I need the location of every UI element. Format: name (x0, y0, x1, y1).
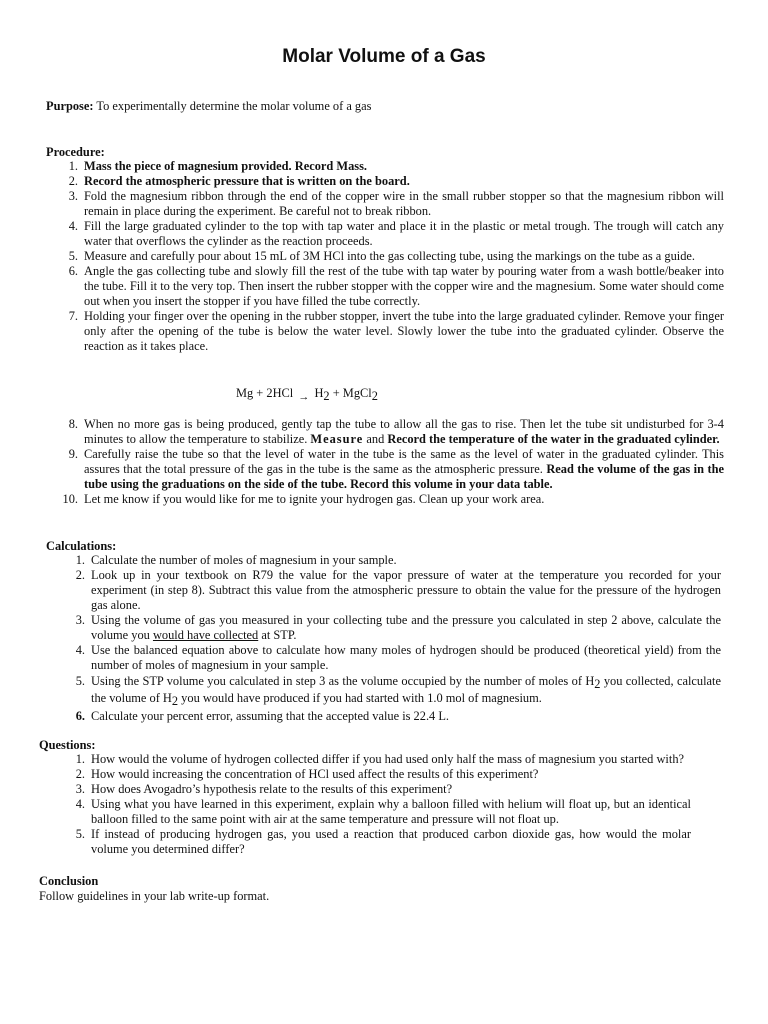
item-number: 3. (68, 189, 78, 203)
item-emphasis: Measure (310, 432, 364, 446)
list-item (75, 797, 691, 827)
item-number: 3. (75, 613, 85, 627)
item-number: 6. (68, 264, 78, 278)
purpose-label: Purpose: (46, 99, 94, 113)
item-text: Using what you have learned in this experiment, explain why a balloon filled with helium will float up, but an identical balloon filled to the same point with air at the same temperature and pressure will not float up. (91, 797, 691, 826)
list-item (68, 174, 724, 189)
item-text: How does Avogadro’s hypothesis relate to the results of this experiment? (91, 782, 453, 796)
item-bold-text: Record the temperature of the water in the graduated cylinder. (387, 432, 720, 446)
item-number: 3. (75, 782, 85, 796)
item-text: How would increasing the concentration of HCl used affect the results of this experiment? (91, 767, 539, 781)
list-item (75, 643, 721, 673)
list-item (68, 189, 724, 219)
item-text: and (363, 432, 388, 446)
list-item (75, 782, 691, 797)
item-text: When no more gas is being produced, gently tap the tube to allow all the gas to rise. Then let the tube sit undisturbed for 3-4 minutes to allow the temperature to stabilize. (84, 417, 724, 446)
item-text: Fill the large graduated cylinder to the top with tap water and place it in the plastic or metal trough. The trough will catch any water that overflows the cylinder as the reaction proceeds. (84, 219, 724, 248)
item-text: Calculate your percent error, assuming that the accepted value is 22.4 L. (91, 709, 450, 723)
list-item (75, 752, 691, 767)
list-item (68, 249, 724, 264)
item-text: Carefully raise the tube so that the level of water in the tube is the same as the level of water in the graduated cylinder. This assures that the total pressure of the gas in the tube is the same as the atmospheric pressure. (84, 447, 724, 476)
list-item (62, 492, 724, 507)
conclusion-text: Follow guidelines in your lab write-up format. (39, 889, 270, 903)
item-text: Using the volume of gas you measured in your collecting tube and the pressure you calculated in step 2 above, calculate the volume you (91, 613, 721, 642)
item-underlined-text: would have collected (152, 628, 259, 642)
conclusion-heading: Conclusion (39, 874, 99, 888)
equation-reactants: Mg + 2HCl (236, 386, 294, 400)
item-text: Angle the gas collecting tube and slowly fill the rest of the tube with tap water by pouring water from a wash bottle/beaker into the tube. Fill it to the very top. Then insert the rubber stopper with the copper wire and the magnesium. Some water should come out when you insert the stopper if you have filled the tube correctly. (84, 264, 724, 308)
item-text: Use the balanced equation above to calculate how many moles of hydrogen should be produced (theoretical yield) from the number of moles of magnesium in your sample. (91, 643, 721, 672)
procedure-heading: Procedure: (46, 145, 105, 159)
equation-hydrogen: H (314, 386, 324, 400)
item-text: Mass the piece of magnesium provided. Record Mass. (84, 159, 368, 173)
list-item (68, 447, 724, 492)
item-text: Fold the magnesium ribbon through the end of the copper wire in the small rubber stopper so that the magnesium ribbon will remain in place during the experiment. Be careful not to break ribbon. (84, 189, 724, 218)
list-item (68, 417, 724, 447)
item-text: How would the volume of hydrogen collected differ if you had used only half the mass of magnesium you started with? (91, 752, 685, 766)
item-number: 2. (75, 568, 85, 582)
item-text: Look up in your textbook on R79 the value for the vapor pressure of water at the temperature you recorded for your experiment (in step 8). Subtract this value from the atmospheric pressure to obtain the value for the pressure of the hydrogen gas alone. (91, 568, 721, 612)
list-item (68, 264, 724, 309)
list-item (75, 553, 721, 568)
procedure-list (68, 159, 724, 354)
list-item (68, 309, 724, 354)
list-item (75, 613, 721, 643)
item-number: 4. (75, 643, 85, 657)
item-text: you would have produced if you had started with 1.0 mol of magnesium. (178, 691, 542, 705)
item-number: 2. (68, 174, 78, 188)
item-text: at STP. (258, 628, 297, 642)
item-number: 7. (68, 309, 78, 323)
equation-subscript: 2 (371, 389, 378, 403)
list-item (75, 827, 691, 857)
questions-heading: Questions: (39, 738, 96, 752)
list-item (75, 673, 721, 708)
item-number: 1. (75, 553, 85, 567)
item-number: 5. (75, 827, 85, 841)
item-text: Record the atmospheric pressure that is written on the board. (84, 174, 410, 188)
questions-list (75, 752, 691, 857)
procedure-list-continued (62, 417, 724, 507)
purpose-line (46, 99, 736, 114)
item-text: you collected, calculate the volume of H (91, 674, 721, 705)
item-text: Measure and carefully pour about 15 mL of 3M HCl into the gas collecting tube, using the markings on the tube as a guide. (84, 249, 696, 263)
item-text: Holding your finger over the opening in the rubber stopper, invert the tube into the large graduated cylinder. Remove your finger only after the opening of the tube is below the water level. Slowly lower the tube into the graduated cylinder. Observe the reaction as it takes place. (84, 309, 724, 353)
item-number: 10. (62, 492, 78, 506)
item-number: 6. (75, 709, 85, 723)
list-item (68, 159, 724, 174)
item-number: 4. (75, 797, 85, 811)
page-title: Molar Volume of a Gas (282, 46, 486, 67)
item-subscript: 2 (594, 677, 601, 691)
item-subscript: 2 (171, 694, 179, 708)
item-number: 1. (75, 752, 85, 766)
equation-subscript: 2 (323, 389, 330, 403)
item-text: Calculate the number of moles of magnesium in your sample. (91, 553, 397, 567)
list-item (68, 219, 724, 249)
item-number: 8. (68, 417, 78, 431)
item-number: 2. (75, 767, 85, 781)
purpose-text: To experimentally determine the molar volume of a gas (96, 99, 372, 113)
item-text: Let me know if you would like for me to ignite your hydrogen gas. Clean up your work area. (84, 492, 545, 506)
item-number: 1. (68, 159, 78, 173)
item-number: 5. (68, 249, 78, 263)
list-item (75, 767, 691, 782)
item-number: 9. (68, 447, 78, 461)
list-item (75, 709, 721, 724)
calculations-list (75, 553, 721, 724)
item-number: 5. (75, 674, 85, 688)
item-bold-text: Read the volume of the gas in the tube using the graduations on the side of the tube. Record this volume in your data table. (84, 462, 724, 491)
calculations-heading: Calculations: (46, 539, 117, 553)
equation-product: + MgCl (329, 386, 372, 400)
reaction-equation (236, 386, 378, 402)
item-number: 4. (68, 219, 78, 233)
item-text: Using the STP volume you calculated in step 3 as the volume occupied by the number of moles of H (91, 674, 595, 688)
reaction-arrow-icon: → (298, 391, 310, 403)
list-item (75, 568, 721, 613)
item-text: If instead of producing hydrogen gas, you used a reaction that produced carbon dioxide gas, how would the molar volume you determined differ? (91, 827, 691, 856)
